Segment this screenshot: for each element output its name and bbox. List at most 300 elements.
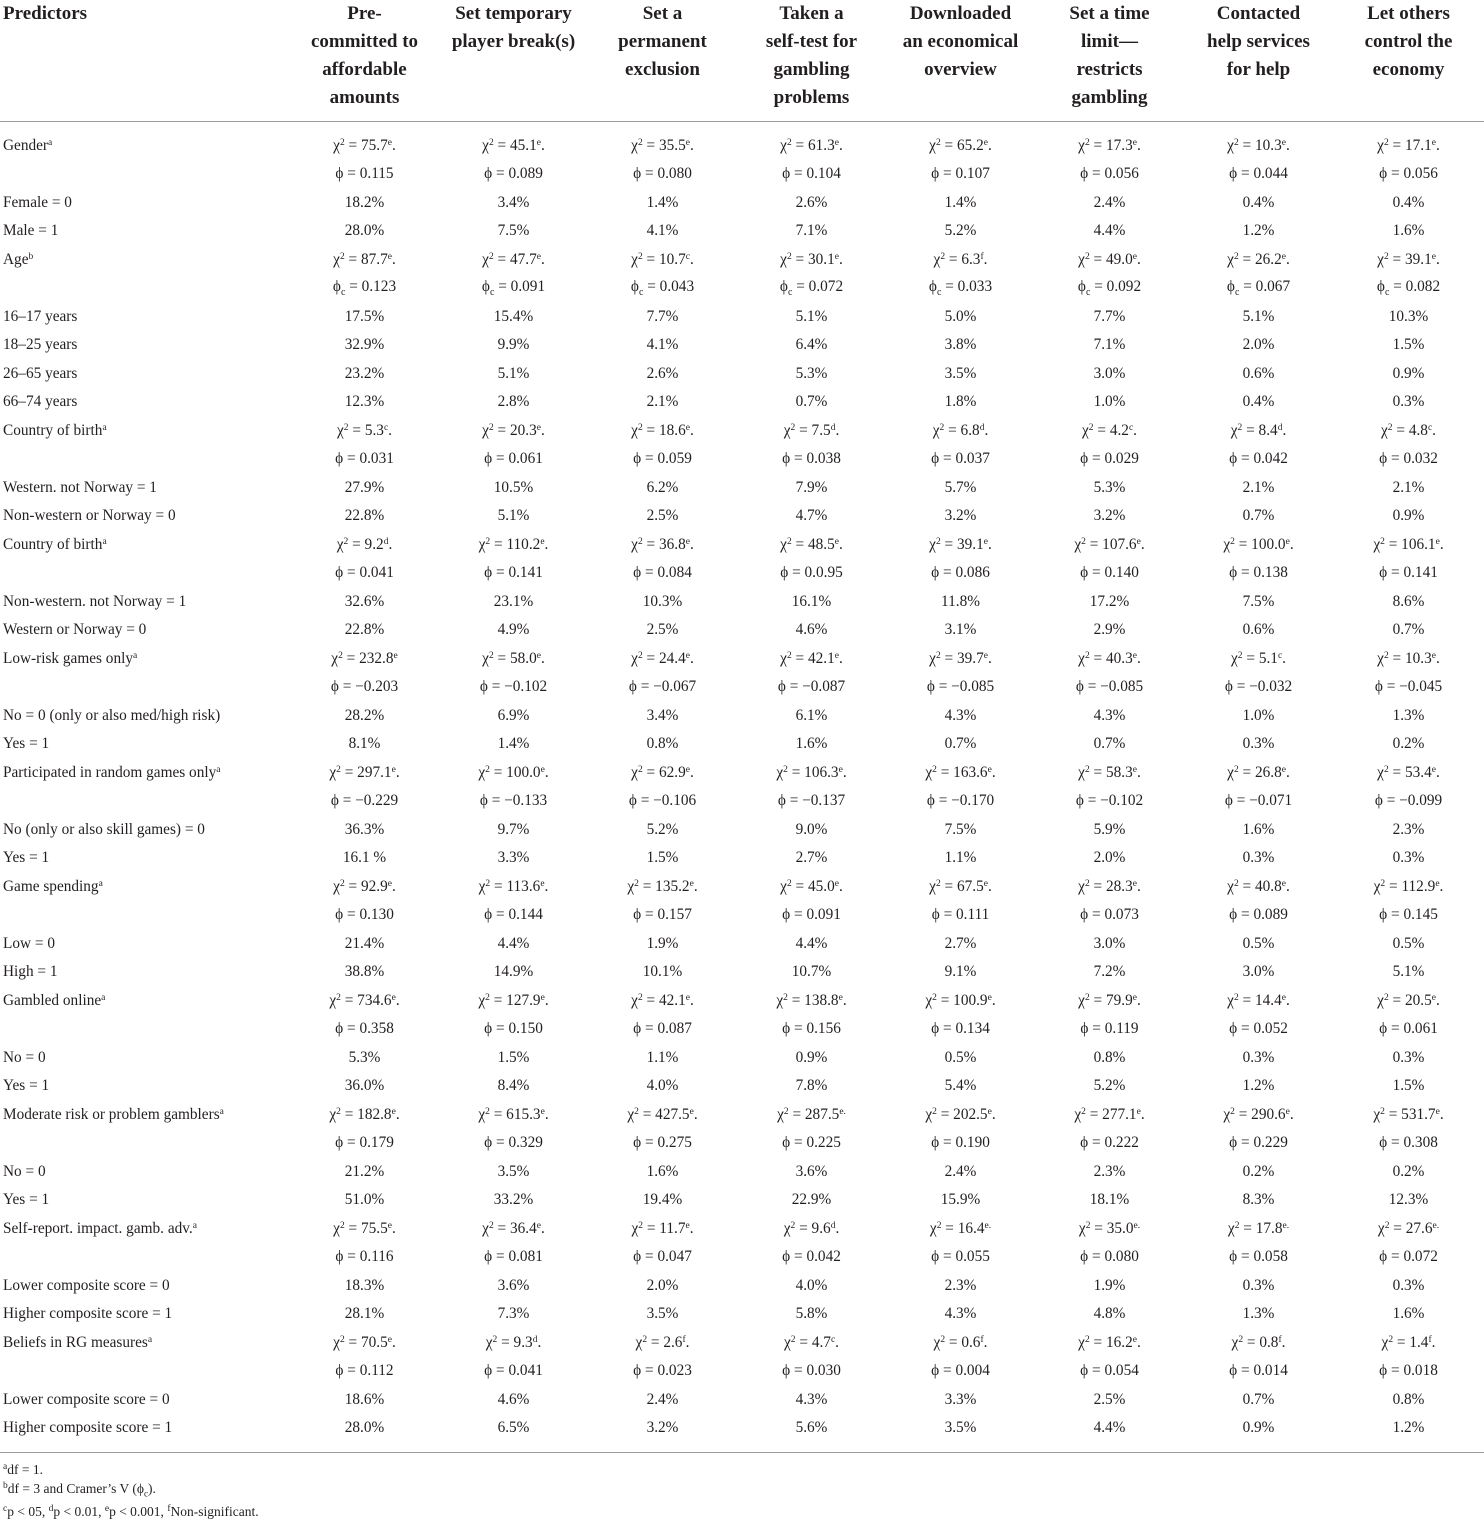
row-label: Gambled online$^a$ <box>3 991 106 1009</box>
table-cell: ϕ = 0.141 <box>1379 564 1438 582</box>
table-cell: 1.2% <box>1242 1077 1275 1095</box>
table-cell: 5.6% <box>795 1419 828 1437</box>
table-cell: ϕ = 0.179 <box>335 1134 394 1152</box>
header-line: gambling <box>773 59 850 80</box>
table-cell: 0.7% <box>1392 621 1425 639</box>
table-cell: ϕ = 0.087 <box>633 1020 692 1038</box>
table-cell: ϕ = 0.0.95 <box>780 564 843 582</box>
table-footnotes <box>3 1461 259 1521</box>
row-label <box>0 274 290 303</box>
row-label: Age$^b$ <box>3 250 34 268</box>
table-cell: $\chi^2 = 287.5^{e.}$ <box>777 1105 846 1123</box>
table-row <box>0 673 1484 702</box>
table-cell: ϕ = −0.085 <box>926 678 995 696</box>
header-line: Contacted <box>1216 3 1301 24</box>
table-cell: 7.3% <box>497 1305 530 1323</box>
header-line: Set a <box>642 3 683 24</box>
table-cell: 3.1% <box>944 621 977 639</box>
table-cell: ϕ = 0.084 <box>633 564 692 582</box>
table-cell: 2.1% <box>1242 478 1275 496</box>
table-row <box>0 217 1484 246</box>
table-row <box>0 987 1484 1016</box>
table-cell: 0.3% <box>1242 849 1275 867</box>
table-cell: 2.3% <box>944 1276 977 1294</box>
table-cell: 7.5% <box>1242 592 1275 610</box>
table-cell: 0.3% <box>1392 1276 1425 1294</box>
header-line: Set a time <box>1069 3 1150 24</box>
table-row <box>0 759 1484 788</box>
table-cell: 2.7% <box>944 934 977 952</box>
table-cell: 0.7% <box>1242 507 1275 525</box>
table-row <box>0 331 1484 360</box>
table-cell: $\phi_c = 0.072$ <box>779 278 844 299</box>
table-cell: 1.3% <box>1392 706 1425 724</box>
table-cell: 1.9% <box>646 934 679 952</box>
table-cell: 2.1% <box>646 393 679 411</box>
table-cell: 2.0% <box>646 1276 679 1294</box>
table-cell: 4.3% <box>795 1390 828 1408</box>
row-label: Male = 1 <box>3 222 59 240</box>
table-cell: 0.8% <box>1392 1390 1425 1408</box>
header-line: limit— <box>1081 31 1138 52</box>
table-cell: $\chi^2 = 36.4^e$. <box>482 1219 545 1237</box>
table-cell: 3.5% <box>497 1162 530 1180</box>
table-cell: 3.0% <box>1242 963 1275 981</box>
table-cell: ϕ = 0.275 <box>633 1134 692 1152</box>
table-row <box>0 1357 1484 1386</box>
table-cell: $\chi^2 = 92.9^e$. <box>333 877 396 895</box>
table-cell: 5.8% <box>795 1305 828 1323</box>
table-cell: $\chi^2 = 232.8^e$ <box>331 649 398 667</box>
table-cell: ϕ = 0.055 <box>931 1248 990 1266</box>
table-bottom-rule <box>0 1452 1484 1453</box>
table-cell: $\chi^2 = 27.6^{e.}$ <box>1377 1219 1440 1237</box>
row-label: Participated in random games only$^a$ <box>3 763 221 781</box>
row-label: No = 0 (only or also med/high risk) <box>3 706 221 724</box>
header-precommitted <box>290 0 439 122</box>
table-cell: $\chi^2 = 39.1^e$. <box>1377 250 1440 268</box>
table-cell: ϕ = 0.091 <box>782 906 841 924</box>
table-cell: $\chi^2 = 45.1^e$. <box>482 137 545 154</box>
table-row <box>0 1215 1484 1244</box>
table-cell: 51.0% <box>344 1191 385 1209</box>
table-cell: 0.7% <box>795 393 828 411</box>
header-permanent-exclusion <box>588 0 737 122</box>
row-label: Western or Norway = 0 <box>3 621 147 639</box>
table-cell: 36.3% <box>344 820 385 838</box>
table-cell: 0.7% <box>944 735 977 753</box>
table-cell: 5.3% <box>795 364 828 382</box>
table-cell: 2.5% <box>1093 1390 1126 1408</box>
table-cell: $\chi^2 = 277.1^e$. <box>1074 1105 1145 1123</box>
table-cell: 1.2% <box>1242 222 1275 240</box>
table-cell: $\chi^2 = 100.0^e$. <box>1223 535 1294 553</box>
table-cell: 4.7% <box>795 507 828 525</box>
table-cell: $\chi^2 = 17.3^e$. <box>1078 137 1141 154</box>
table-cell: $\chi^2 = 182.8^e$. <box>329 1105 400 1123</box>
table-cell: 8.3% <box>1242 1191 1275 1209</box>
table-cell: ϕ = 0.229 <box>1229 1134 1288 1152</box>
table-cell: 23.2% <box>344 364 385 382</box>
header-economical-overview <box>886 0 1035 122</box>
table-cell: 4.4% <box>1093 222 1126 240</box>
header-line: overview <box>924 59 997 80</box>
table-cell: 4.9% <box>497 621 530 639</box>
table-cell: 7.1% <box>795 222 828 240</box>
table-cell: 9.9% <box>497 336 530 354</box>
header-line: for help <box>1226 59 1291 80</box>
table-cell: 5.4% <box>944 1077 977 1095</box>
table-cell: 3.5% <box>646 1305 679 1323</box>
table-cell: 7.7% <box>646 307 679 325</box>
table-cell: 6.5% <box>497 1419 530 1437</box>
table-cell: $\chi^2 = 1.4^f$. <box>1381 1333 1436 1351</box>
table-cell: $\chi^2 = 26.2^e$. <box>1227 250 1290 268</box>
table-cell: $\chi^2 = 45.0^e$. <box>780 877 843 895</box>
table-cell: ϕ = 0.081 <box>484 1248 543 1266</box>
row-label <box>0 787 290 816</box>
table-cell: 4.6% <box>497 1390 530 1408</box>
header-line: exclusion <box>625 59 700 80</box>
table-cell: 7.5% <box>944 820 977 838</box>
table-cell: ϕ = −0.170 <box>926 792 995 810</box>
table-cell: 4.3% <box>944 706 977 724</box>
table-cell: 15.4% <box>493 307 534 325</box>
table-cell: $\chi^2 = 163.6^e$. <box>925 763 996 781</box>
table-cell: 1.9% <box>1093 1276 1126 1294</box>
header-temporary-break <box>439 0 588 122</box>
table-cell: $\chi^2 = 70.5^e$. <box>333 1333 396 1351</box>
table-cell: $\chi^2 = 39.1^e$. <box>929 535 992 553</box>
table-row <box>0 417 1484 446</box>
table-cell: 1.5% <box>1392 1077 1425 1095</box>
table-cell: 2.0% <box>1093 849 1126 867</box>
table-cell: $\chi^2 = 40.8^e$. <box>1227 877 1290 895</box>
table-cell: 23.1% <box>493 592 534 610</box>
table-row <box>0 360 1484 389</box>
header-line: help services <box>1207 31 1310 52</box>
table-row <box>0 1243 1484 1272</box>
header-line: Pre- <box>347 3 382 24</box>
header-line: restricts <box>1076 59 1143 80</box>
table-cell: 16.1% <box>791 592 832 610</box>
row-label: 26–65 years <box>3 364 78 382</box>
table-cell: 36.0% <box>344 1077 385 1095</box>
table-cell: $\chi^2 = 40.3^e$. <box>1078 649 1141 667</box>
table-cell: $\chi^2 = 106.3^e$. <box>776 763 847 781</box>
table-row <box>0 645 1484 674</box>
footnote: $^b$df = 3 and Cramer’s V $(\phi_c)$. <box>3 1480 156 1499</box>
table-cell: ϕ = 0.130 <box>335 906 394 924</box>
table-cell: ϕ = 0.056 <box>1080 165 1139 183</box>
table-cell: $\chi^2 = 6.8^d$. <box>932 421 989 439</box>
table-cell: 0.8% <box>1093 1048 1126 1066</box>
table-cell: ϕ = −0.045 <box>1374 678 1443 696</box>
table-cell: 1.4% <box>944 193 977 211</box>
table-cell: ϕ = 0.308 <box>1379 1134 1438 1152</box>
table-cell: 0.9% <box>1392 364 1425 382</box>
table-row <box>0 1072 1484 1101</box>
row-label: 18–25 years <box>3 336 78 354</box>
table-cell: ϕ = 0.107 <box>931 165 990 183</box>
table-cell: 38.8% <box>344 963 385 981</box>
table-cell: $\chi^2 = 20.5^e$. <box>1377 991 1440 1009</box>
table-cell: $\phi_c = 0.082$ <box>1376 278 1441 299</box>
table-row <box>0 1414 1484 1453</box>
table-cell: 1.0% <box>1242 706 1275 724</box>
table-cell: 14.9% <box>493 963 534 981</box>
table-cell: 10.5% <box>493 478 534 496</box>
table-cell: $\chi^2 = 87.7^e$. <box>333 250 396 268</box>
table-cell: 10.7% <box>791 963 832 981</box>
table-cell: 28.0% <box>344 222 385 240</box>
table-cell: $\chi^2 = 79.9^e$. <box>1078 991 1141 1009</box>
table-cell: 2.3% <box>1392 820 1425 838</box>
table-cell: ϕ = 0.038 <box>782 450 841 468</box>
table-cell: 0.2% <box>1392 735 1425 753</box>
table-cell: 3.0% <box>1093 364 1126 382</box>
row-label: Beliefs in RG measures$^a$ <box>3 1333 153 1351</box>
table-cell: 7.7% <box>1093 307 1126 325</box>
table-row <box>0 958 1484 987</box>
table-cell: ϕ = 0.115 <box>335 165 394 183</box>
table-cell: 1.2% <box>1392 1419 1425 1437</box>
table-cell: ϕ = 0.138 <box>1229 564 1288 582</box>
table-cell: $\chi^2 = 107.6^e$. <box>1074 535 1145 553</box>
table-cell: 0.3% <box>1242 1276 1275 1294</box>
table-row <box>0 844 1484 873</box>
table-cell: ϕ = 0.080 <box>1080 1248 1139 1266</box>
row-label: Self-report. impact. gamb. adv.$^a$ <box>3 1219 197 1237</box>
table-cell: 3.4% <box>646 706 679 724</box>
table-cell: $\chi^2 = 17.1^e$. <box>1377 137 1440 154</box>
header-line: an economical <box>902 31 1019 52</box>
table-cell: 9.1% <box>944 963 977 981</box>
table-cell: ϕ = 0.029 <box>1080 450 1139 468</box>
table-cell: 4.8% <box>1093 1305 1126 1323</box>
row-label: Western. not Norway = 1 <box>3 478 157 496</box>
table-cell: $\chi^2 = 127.9^e$. <box>478 991 549 1009</box>
header-line: committed to <box>310 31 419 52</box>
row-label: Game spending$^a$ <box>3 877 103 895</box>
table-cell: $\chi^2 = 734.6^e$. <box>329 991 400 1009</box>
table-cell: $\chi^2 = 58.3^e$. <box>1078 763 1141 781</box>
table-cell: 4.4% <box>497 934 530 952</box>
table-cell: 32.6% <box>344 592 385 610</box>
table-cell: $\chi^2 = 5.1^c$. <box>1231 649 1286 667</box>
row-label: No (only or also skill games) = 0 <box>3 820 205 838</box>
table-cell: $\chi^2 = 75.5^e$. <box>333 1219 396 1237</box>
table-cell: 0.6% <box>1242 364 1275 382</box>
table-cell: $\chi^2 = 10.3^e$. <box>1227 137 1290 154</box>
table-row <box>0 303 1484 332</box>
table-cell: 0.2% <box>1242 1162 1275 1180</box>
table-cell: $\chi^2 = 8.4^d$. <box>1230 421 1287 439</box>
table-cell: $\chi^2 = 202.5^e$. <box>925 1105 996 1123</box>
table-cell: $\chi^2 = 28.3^e$. <box>1078 877 1141 895</box>
table-cell: 5.3% <box>1093 478 1126 496</box>
table-cell: 3.0% <box>1093 934 1126 952</box>
table-cell: 5.2% <box>1093 1077 1126 1095</box>
table-row <box>0 445 1484 474</box>
table-cell: 22.8% <box>344 507 385 525</box>
table-cell: $\phi_c = 0.091$ <box>481 278 546 299</box>
table-row <box>0 559 1484 588</box>
table-cell: ϕ = 0.056 <box>1379 165 1438 183</box>
table-cell: $\chi^2 = 39.7^e$. <box>929 649 992 667</box>
table-cell: 16.1 % <box>342 849 387 867</box>
table-cell: ϕ = 0.134 <box>931 1020 990 1038</box>
table-cell: $\chi^2 = 6.3^f$. <box>933 250 988 268</box>
table-cell: 5.0% <box>944 307 977 325</box>
table-cell: $\chi^2 = 61.3^e$. <box>780 137 843 154</box>
header-self-test <box>737 0 886 122</box>
table-cell: ϕ = 0.023 <box>633 1362 692 1380</box>
table-cell: 5.2% <box>646 820 679 838</box>
table-cell: $\chi^2 = 138.8^e$. <box>776 991 847 1009</box>
table-cell: ϕ = 0.080 <box>633 165 692 183</box>
table-cell: 0.9% <box>1242 1419 1275 1437</box>
table-cell: 11.8% <box>941 592 980 610</box>
table-cell: 27.9% <box>344 478 385 496</box>
table-row <box>0 930 1484 959</box>
table-cell: $\chi^2 = 42.1^e$. <box>780 649 843 667</box>
table-cell: 5.1% <box>1242 307 1275 325</box>
table-cell: 22.8% <box>344 621 385 639</box>
table-cell: 0.5% <box>1392 934 1425 952</box>
table-row <box>0 1129 1484 1158</box>
row-label <box>0 1129 290 1158</box>
table-cell: 28.1% <box>344 1305 385 1323</box>
row-label: High = 1 <box>3 963 58 981</box>
table-row <box>0 274 1484 303</box>
table-cell: 5.1% <box>497 507 530 525</box>
table-cell: $\chi^2 = 112.9^e$. <box>1373 877 1444 895</box>
table-header-row <box>0 0 1484 122</box>
table-cell: ϕ = 0.116 <box>335 1248 394 1266</box>
table-cell: 0.4% <box>1242 193 1275 211</box>
table-cell: 3.3% <box>944 1390 977 1408</box>
footnote: $^a$df = 1. <box>3 1462 43 1477</box>
row-label <box>0 1243 290 1272</box>
table-cell: 0.3% <box>1392 393 1425 411</box>
table-cell: 10.1% <box>642 963 683 981</box>
table-cell: 4.1% <box>646 336 679 354</box>
table-row <box>0 1044 1484 1073</box>
header-line: Taken a <box>779 3 844 24</box>
table-cell: ϕ = −0.102 <box>1075 792 1144 810</box>
table-cell: $\chi^2 = 427.5^e$. <box>627 1105 698 1123</box>
table-cell: 2.4% <box>646 1390 679 1408</box>
table-cell: 21.4% <box>344 934 385 952</box>
table-cell: ϕ = −0.102 <box>479 678 548 696</box>
row-label <box>0 160 290 189</box>
table-cell: $\chi^2 = 49.0^e$. <box>1078 250 1141 268</box>
table-cell: 4.3% <box>944 1305 977 1323</box>
table-cell: $\chi^2 = 10.3^e$. <box>1377 649 1440 667</box>
table-cell: 0.7% <box>1093 735 1126 753</box>
table-cell: 2.1% <box>1392 478 1425 496</box>
table-row <box>0 122 1484 161</box>
table-cell: 8.1% <box>348 735 381 753</box>
table-row <box>0 702 1484 731</box>
table-cell: 4.4% <box>795 934 828 952</box>
table-cell: 32.9% <box>344 336 385 354</box>
table-cell: 2.6% <box>795 193 828 211</box>
table-cell: 3.2% <box>646 1419 679 1437</box>
row-label: 66–74 years <box>3 393 78 411</box>
table-cell: $\chi^2 = 47.7^e$. <box>482 250 545 268</box>
table-cell: 3.6% <box>497 1276 530 1294</box>
table-row <box>0 816 1484 845</box>
table-cell: 18.3% <box>344 1276 385 1294</box>
table-cell: $\phi_c = 0.033$ <box>928 278 993 299</box>
table-cell: ϕ = −0.133 <box>479 792 548 810</box>
row-label <box>0 673 290 702</box>
table-cell: 33.2% <box>493 1191 534 1209</box>
row-label: Country of birth$^a$ <box>3 421 107 439</box>
row-label: Lower composite score = 0 <box>3 1276 170 1294</box>
table-cell: 5.7% <box>944 478 977 496</box>
table-cell: ϕ = 0.157 <box>633 906 692 924</box>
table-cell: ϕ = 0.042 <box>782 1248 841 1266</box>
table-cell: ϕ = 0.190 <box>931 1134 990 1152</box>
table-row <box>0 873 1484 902</box>
table-cell: $\chi^2 = 48.5^e$. <box>780 535 843 553</box>
table-cell: 4.4% <box>1093 1419 1126 1437</box>
table-row <box>0 246 1484 275</box>
table-cell: ϕ = 0.089 <box>484 165 543 183</box>
header-line: Downloaded <box>909 3 1012 24</box>
table-row <box>0 531 1484 560</box>
row-label <box>0 1015 290 1044</box>
table-cell: 3.2% <box>1093 507 1126 525</box>
table-cell: 17.5% <box>344 307 385 325</box>
table-cell: $\chi^2 = 7.5^d$. <box>783 421 840 439</box>
table-row <box>0 189 1484 218</box>
table-cell: ϕ = 0.140 <box>1080 564 1139 582</box>
table-cell: $\chi^2 = 20.3^e$. <box>482 421 545 439</box>
table-cell: 0.5% <box>944 1048 977 1066</box>
table-cell: ϕ = 0.156 <box>782 1020 841 1038</box>
table-cell: ϕ = −0.137 <box>777 792 846 810</box>
table-cell: 5.1% <box>795 307 828 325</box>
table-cell: ϕ = 0.329 <box>484 1134 543 1152</box>
table-cell: ϕ = −0.106 <box>628 792 697 810</box>
table-cell: $\chi^2 = 35.5^e$. <box>631 137 694 154</box>
table-cell: $\chi^2 = 58.0^e$. <box>482 649 545 667</box>
table-cell: ϕ = −0.071 <box>1224 792 1293 810</box>
table-cell: ϕ = 0.041 <box>335 564 394 582</box>
table-cell: $\chi^2 = 4.2^c$. <box>1082 421 1137 439</box>
table-cell: ϕ = 0.032 <box>1379 450 1438 468</box>
row-label: Gender$^a$ <box>3 137 53 154</box>
row-label: No = 0 <box>3 1048 46 1066</box>
table-cell: ϕ = 0.225 <box>782 1134 841 1152</box>
table-cell: 17.2% <box>1089 592 1130 610</box>
table-row <box>0 1300 1484 1329</box>
table-cell: ϕ = 0.044 <box>1229 165 1288 183</box>
table-cell: 0.9% <box>1392 507 1425 525</box>
table-cell: $\chi^2 = 65.2^e$. <box>929 137 992 154</box>
table-row <box>0 1386 1484 1415</box>
table-cell: $\chi^2 = 24.4^e$. <box>631 649 694 667</box>
table-cell: 3.3% <box>497 849 530 867</box>
table-cell: 4.0% <box>795 1276 828 1294</box>
row-label: Low-risk games only$^a$ <box>3 649 138 667</box>
table-cell: 5.2% <box>944 222 977 240</box>
table-cell: 2.7% <box>795 849 828 867</box>
